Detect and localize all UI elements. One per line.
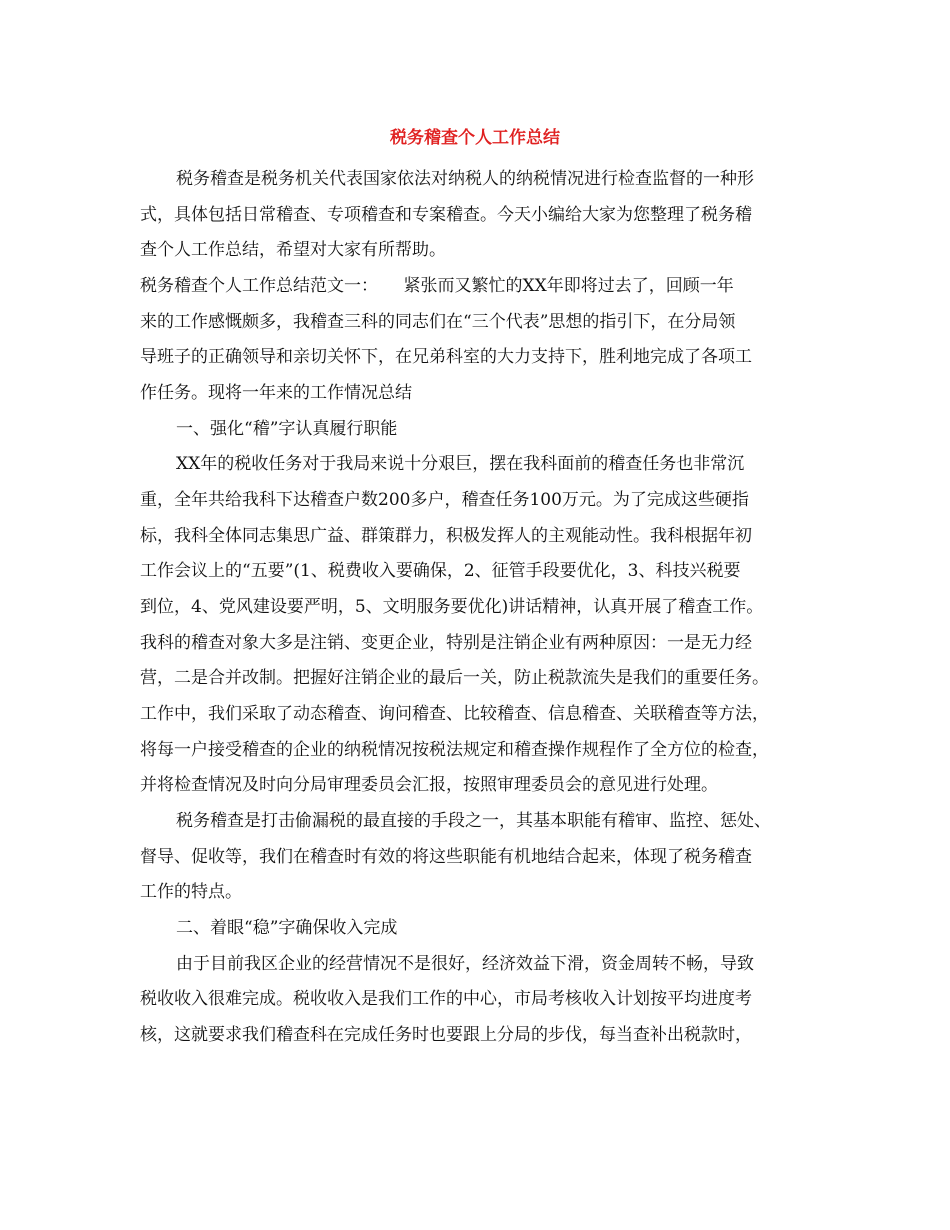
paragraph-line: 我科的稽查对象大多是注销、变更企业，特别是注销企业有两种原因：一是无力经: [140, 633, 752, 653]
paragraph-line: 由于目前我区企业的经营情况不是很好，经济效益下滑，资金周转不畅，导致: [176, 954, 754, 974]
paragraph-line: 并将检查情况及时向分局审理委员会汇报，按照审理委员会的意见进行处理。: [140, 775, 718, 795]
paragraph-line: 税务稽查是打击偷漏税的最直接的手段之一，其基本职能有稽审、监控、惩处、: [176, 811, 771, 831]
section-heading: 一、强化“稽”字认真履行职能: [176, 419, 398, 439]
paragraph-line: XX年的税收任务对于我局来说十分艰巨，摆在我科面前的稽查任务也非常沉: [176, 454, 745, 474]
paragraph-line: 工作中，我们采取了动态稽查、询问稽查、比较稽查、信息稽查、关联稽查等方法，: [140, 704, 769, 724]
document-title: 税务稽查个人工作总结: [390, 128, 560, 148]
paragraph-line: 作任务。现将一年来的工作情况总结: [140, 383, 412, 403]
paragraph-line: 营，二是合并改制。把握好注销企业的最后一关，防止税款流失是我们的重要任务。: [140, 668, 769, 688]
paragraph-line: 税收收入很难完成。税收收入是我们工作的中心，市局考核收入计划按平均进度考: [140, 989, 752, 1009]
paragraph-line: 导班子的正确领导和亲切关怀下，在兄弟科室的大力支持下，胜利地完成了各项工: [140, 347, 752, 367]
paragraph-line: 重，全年共给我科下达稽查户数200多户，稽查任务100万元。为了完成这些硬指: [140, 490, 749, 510]
paragraph-line: 查个人工作总结，希望对大家有所帮助。: [140, 240, 446, 260]
paragraph-line: 税务稽查是税务机关代表国家依法对纳税人的纳税情况进行检查监督的一种形: [176, 169, 754, 189]
paragraph-line: 工作的特点。: [140, 882, 242, 902]
paragraph-line: 标，我科全体同志集思广益、群策群力，积极发挥人的主观能动性。我科根据年初: [140, 526, 752, 546]
paragraph-line: 到位，4、党风建设要严明，5、文明服务要优化)讲话精神，认真开展了稽查工作。: [140, 597, 764, 617]
section-heading: 二、着眼“稳”字确保收入完成: [176, 918, 398, 938]
paragraph-line: 核，这就要求我们稽查科在完成任务时也要跟上分局的步伐，每当查补出税款时，: [140, 1025, 752, 1045]
paragraph-line: 式，具体包括日常稽查、专项稽查和专案稽查。今天小编给大家为您整理了税务稽: [140, 205, 752, 225]
paragraph-line: 税务稽查个人工作总结范文一： 紧张而又繁忙的XX年即将过去了，回顾一年: [140, 276, 734, 296]
paragraph-line: 将每一户接受稽查的企业的纳税情况按税法规定和稽查操作规程作了全方位的检查，: [140, 740, 769, 760]
paragraph-line: 督导、促收等，我们在稽查时有效的将这些职能有机地结合起来，体现了税务稽查: [140, 847, 752, 867]
paragraph-line: 工作会议上的“五要”(1、税费收入要确保，2、征管手段要优化，3、科技兴税要: [140, 561, 741, 581]
paragraph-line: 来的工作感慨颇多，我稽查三科的同志们在“三个代表”思想的指引下，在分局领: [140, 312, 736, 332]
